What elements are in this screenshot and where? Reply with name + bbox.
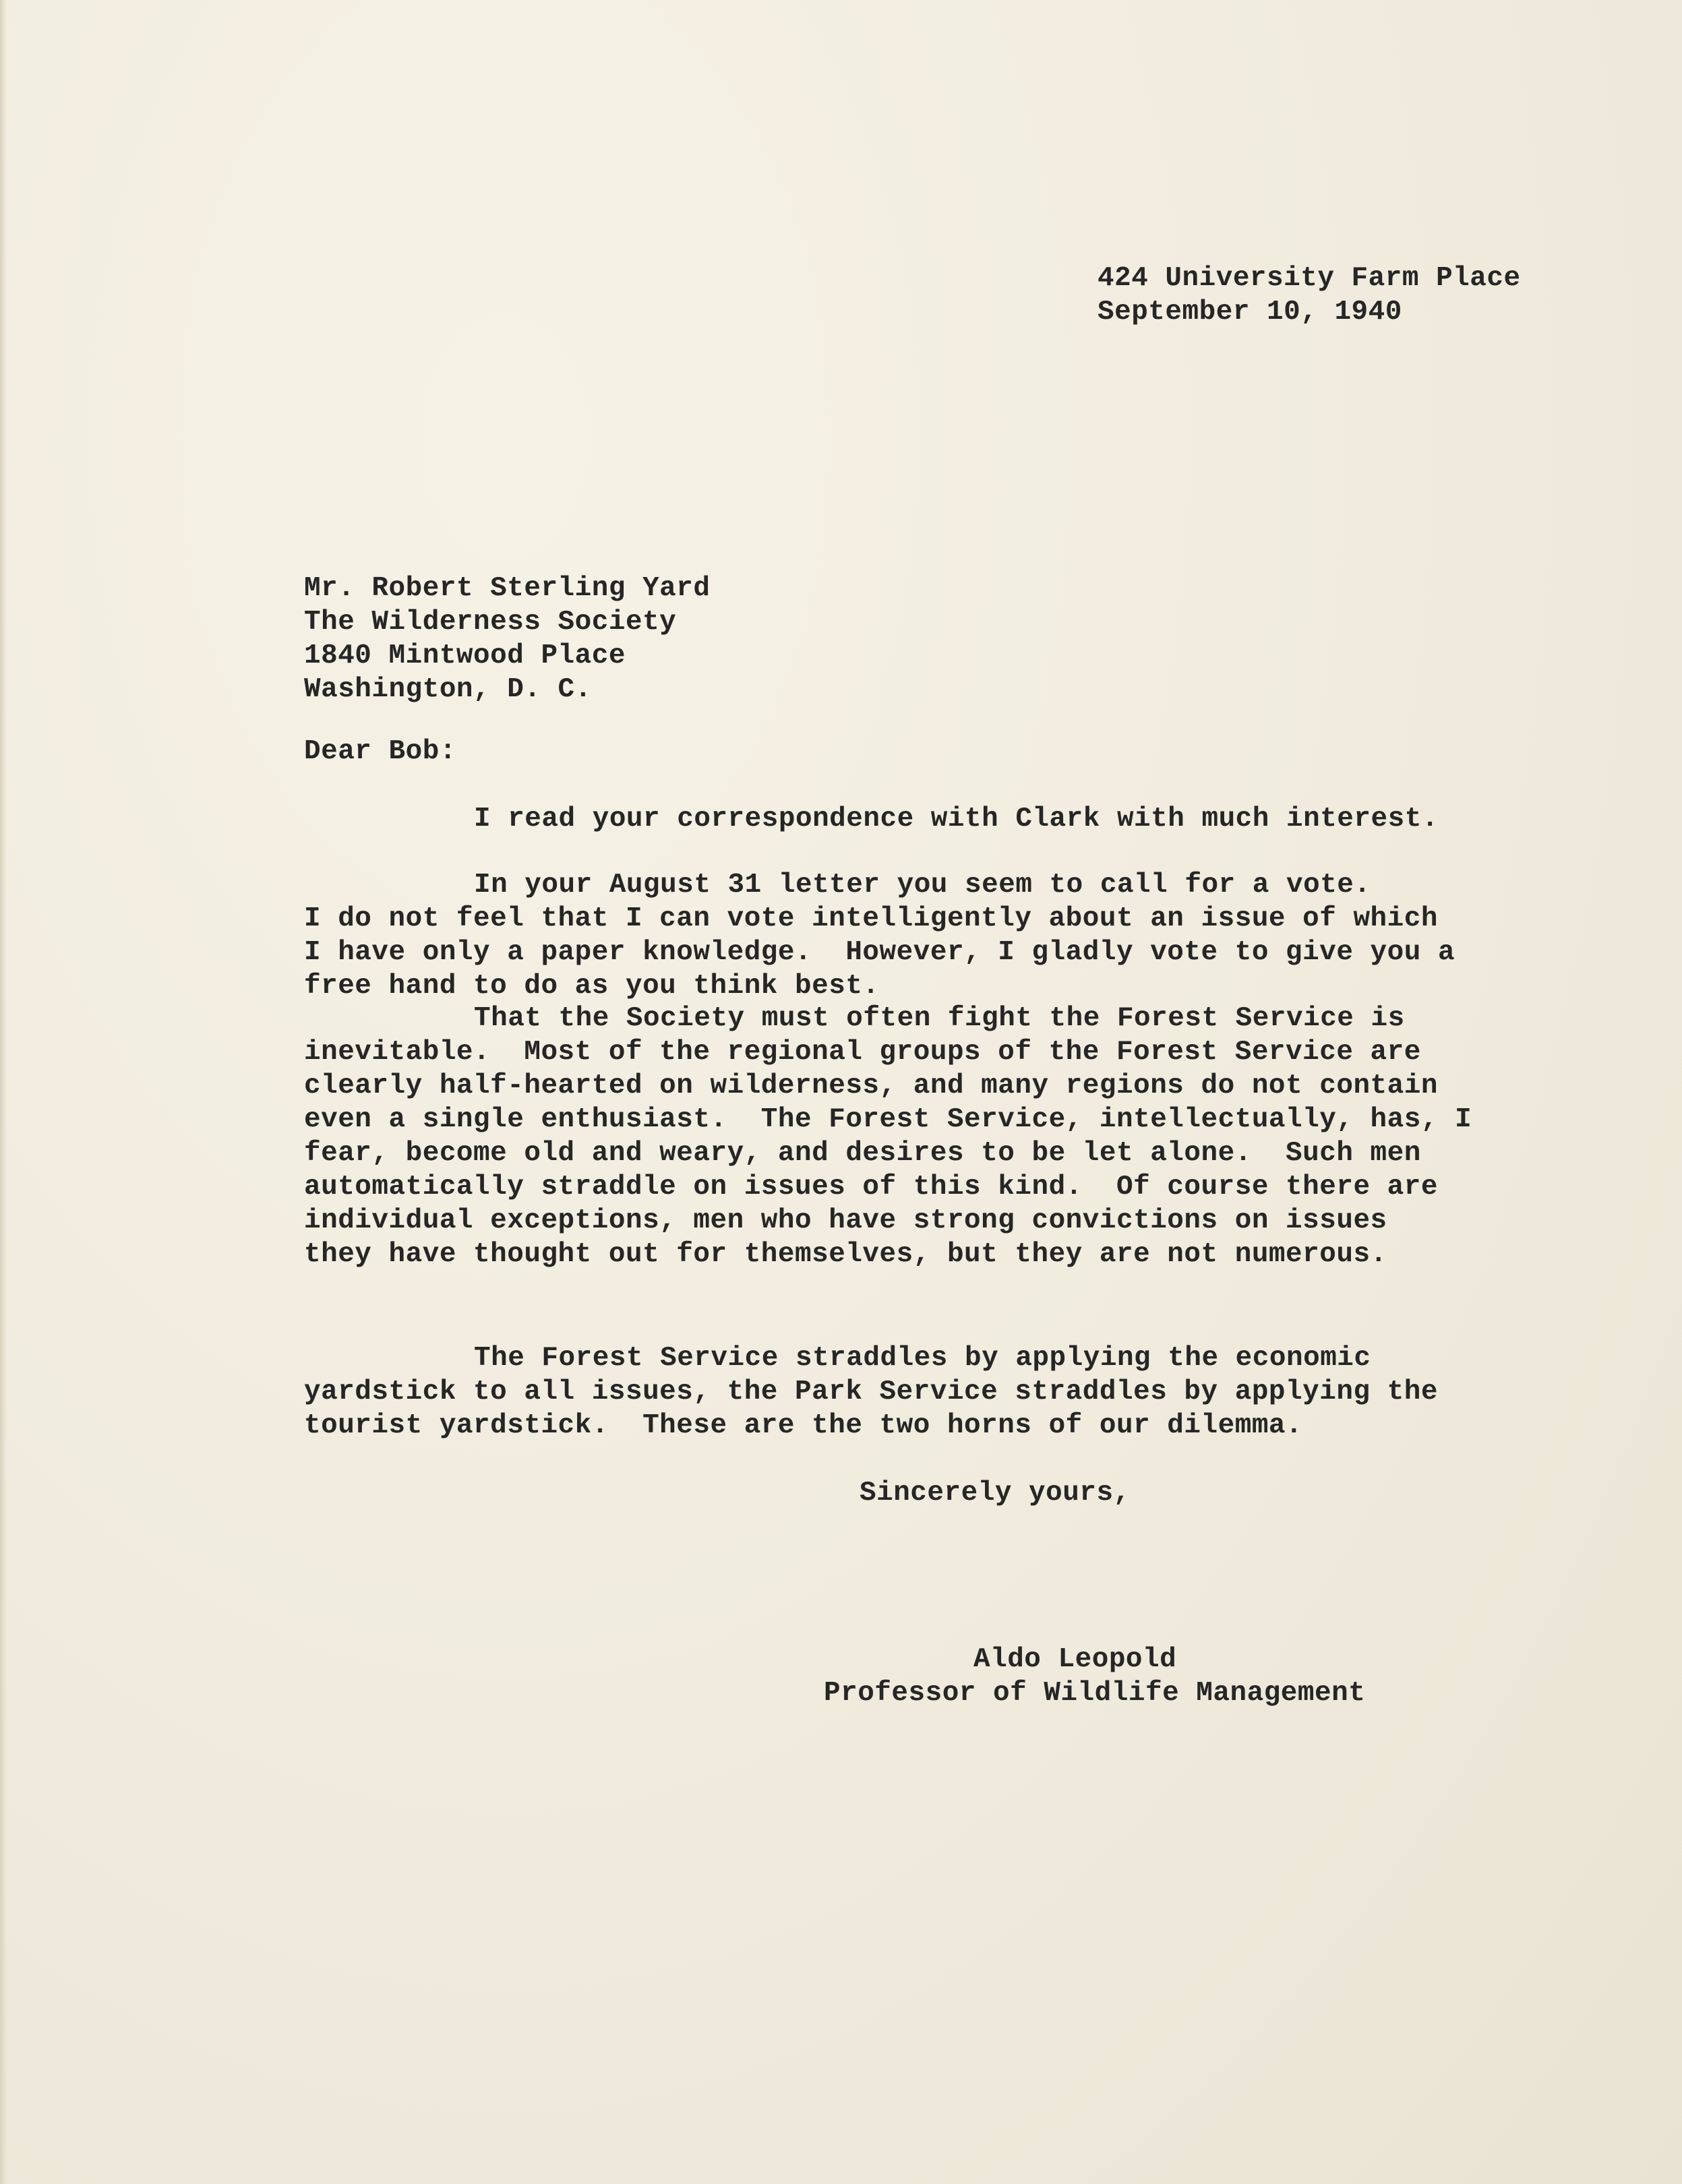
paragraph-4 <box>304 1341 1438 1443</box>
paragraph-line: fear, become old and weary, and desires to be let alone. Such men <box>304 1138 1421 1169</box>
return-street: 424 University Farm Place <box>1098 263 1521 294</box>
recipient-address <box>304 572 711 706</box>
salutation-block <box>304 735 456 768</box>
paragraph-line: I have only a paper knowledge. However, I gladly vote to give you a <box>304 937 1455 968</box>
paragraph-line: individual exceptions, men who have strong convictions on issues <box>304 1205 1387 1236</box>
closing-block <box>860 1476 1131 1510</box>
paragraph-line: In your August 31 letter you seem to call for a vote. <box>474 870 1371 901</box>
paragraph-2 <box>304 868 1455 1003</box>
paragraph-line: they have thought out for themselves, but they are not numerous. <box>304 1239 1387 1270</box>
paper-edge <box>0 0 7 2184</box>
paragraph-line: I read your correspondence with Clark with much interest. <box>474 803 1439 835</box>
closing: Sincerely yours, <box>860 1478 1131 1509</box>
return-address <box>1098 262 1521 329</box>
paragraph-line: The Forest Service straddles by applying the economic <box>474 1343 1371 1374</box>
paragraph-1 <box>304 802 1439 836</box>
paragraph-line: automatically straddle on issues of this kind. Of course there are <box>304 1172 1438 1203</box>
letter-date: September 10, 1940 <box>1098 297 1402 328</box>
paragraph-line: yardstick to all issues, the Park Service straddles by applying the <box>304 1376 1438 1407</box>
recipient-city: Washington, D. C. <box>304 674 592 705</box>
paragraph-line: That the Society must often fight the Forest Service is <box>474 1003 1405 1034</box>
recipient-name: Mr. Robert Sterling Yard <box>304 573 711 604</box>
salutation: Dear Bob: <box>304 736 456 767</box>
paragraph-3 <box>304 1002 1472 1271</box>
paragraph-line: I do not feel that I can vote intelligently about an issue of which <box>304 903 1438 934</box>
paragraph-line: tourist yardstick. These are the two horns of our dilemma. <box>304 1410 1303 1441</box>
recipient-street: 1840 Mintwood Place <box>304 640 626 671</box>
paragraph-line: free hand to do as you think best. <box>304 971 880 1002</box>
paragraph-line: clearly half-hearted on wilderness, and many regions do not contain <box>304 1070 1438 1101</box>
signature-name: Aldo Leopold <box>973 1644 1177 1675</box>
signature-title: Professor of Wildlife Management <box>824 1678 1366 1709</box>
paragraph-line: inevitable. Most of the regional groups of the Forest Service are <box>304 1037 1421 1068</box>
recipient-organization: The Wilderness Society <box>304 607 677 638</box>
paragraph-line: even a single enthusiast. The Forest Service, intellectually, has, I <box>304 1104 1472 1135</box>
signature-block <box>824 1643 1365 1710</box>
